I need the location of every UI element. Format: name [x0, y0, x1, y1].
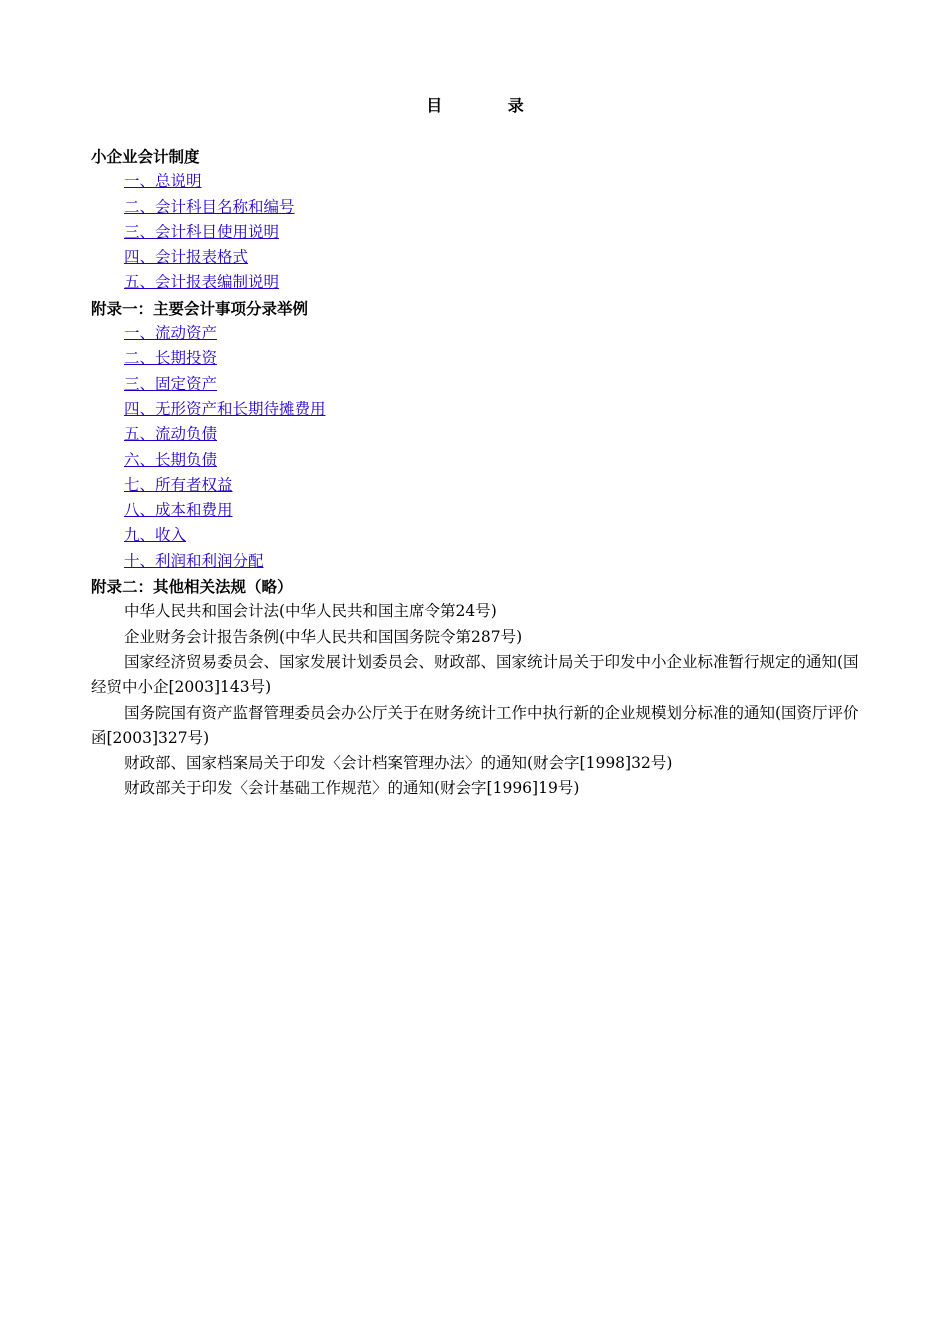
section-appendix-one: [91, 296, 861, 574]
toc-link-intangible-assets[interactable]: 四、无形资产和长期待摊费用: [124, 399, 326, 418]
toc-link-owners-equity[interactable]: 七、所有者权益: [124, 475, 233, 494]
toc-link-current-assets[interactable]: 一、流动资产: [124, 324, 218, 343]
section-heading: 小企业会计制度: [91, 147, 200, 166]
toc-link-fixed-assets[interactable]: 三、固定资产: [124, 374, 218, 393]
toc-link-profit-distribution[interactable]: 十、利润和利润分配: [124, 551, 264, 570]
toc-link-costs-expenses[interactable]: 八、成本和费用: [124, 501, 233, 520]
toc-link-report-format[interactable]: 四、会计报表格式: [124, 248, 249, 267]
toc-link-long-term-investment[interactable]: 二、长期投资: [124, 349, 218, 368]
toc-link-account-usage[interactable]: 三、会计科目使用说明: [124, 222, 280, 241]
toc-link-current-liabilities[interactable]: 五、流动负债: [124, 425, 218, 444]
law-item: 中华人民共和国会计法(中华人民共和国主席令第24号): [124, 602, 497, 621]
section-appendix-two: [91, 574, 861, 802]
toc-link-long-term-liabilities[interactable]: 六、长期负债: [124, 450, 218, 469]
toc-content: [91, 144, 861, 802]
toc-link-account-names[interactable]: 二、会计科目名称和编号: [124, 197, 295, 216]
law-item: 国务院国有资产监督管理委员会办公厅关于在财务统计工作中执行新的企业规模划分标准的通知(国资厅评价函[2003]327号): [91, 703, 859, 747]
section-heading: 附录一：主要会计事项分录举例: [91, 298, 309, 318]
law-item: 企业财务会计报告条例(中华人民共和国国务院令第287号): [124, 627, 523, 646]
law-item: 财政部关于印发〈会计基础工作规范〉的通知(财会字[1996]19号): [124, 779, 580, 798]
toc-link-revenue[interactable]: 九、收入: [124, 526, 187, 545]
toc-link-general-notes[interactable]: 一、总说明: [124, 172, 202, 191]
toc-title: 目 录: [426, 96, 554, 115]
law-item: 国家经济贸易委员会、国家发展计划委员会、财政部、国家统计局关于印发中小企业标准暂行规定的通知(国经贸中小企[2003]143号): [91, 652, 859, 697]
toc-link-report-preparation[interactable]: 五、会计报表编制说明: [124, 273, 280, 292]
section-heading: 附录二：其他相关法规（略）: [91, 577, 293, 597]
section-main-regulation: [91, 144, 861, 296]
law-item: 财政部、国家档案局关于印发〈会计档案管理办法〉的通知(财会字[1998]32号): [124, 754, 673, 773]
